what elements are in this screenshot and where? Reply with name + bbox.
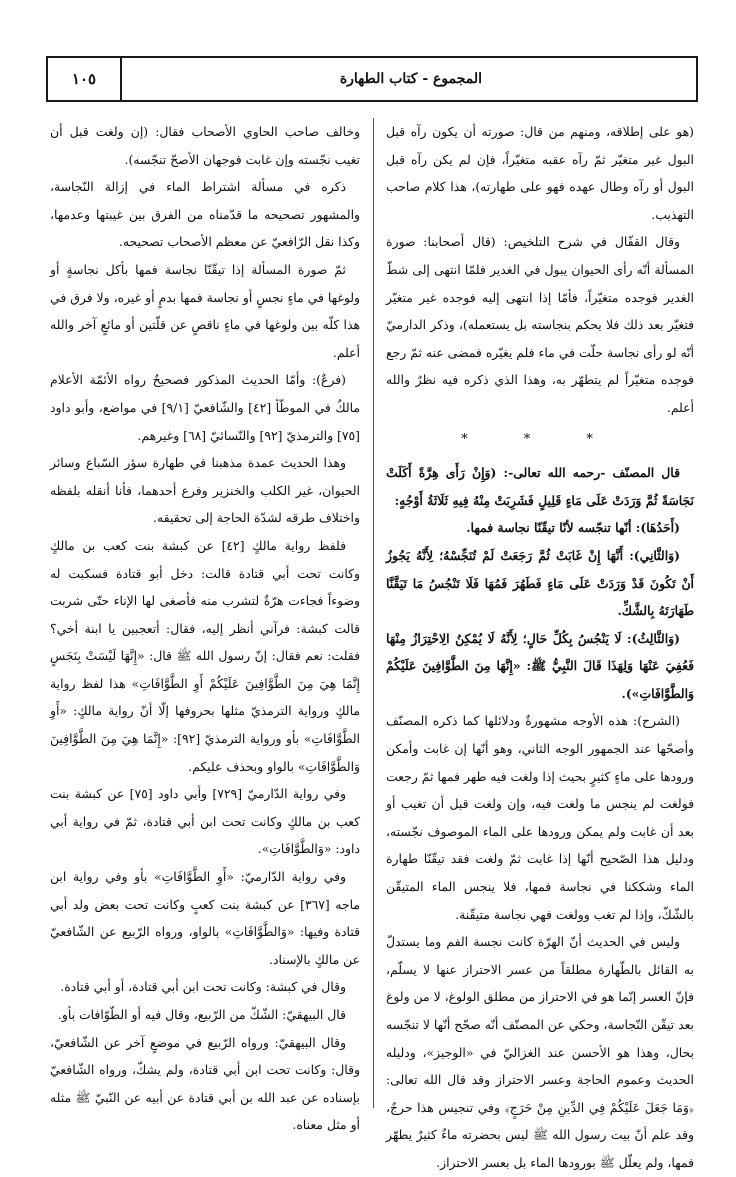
column-divider — [373, 118, 374, 1108]
paragraph: وخالف صاحب الحاوي الأصحاب فقال: (إن ولغت قبل أن تغيب نجّسته وإن غابت فوجهان الأصحّ تنجّسه). — [50, 124, 360, 167]
commentary-paragraph: وليس في الحديث أنّ الهرّة كانت نجسة الفم وما يستدلّ به القائل بالطّهارة مطلقاً من عسر الاحتراز عنها لا يسلّم، فإنّ العسر إنّما هو في الاحتراز من مطلق الولوغ، لا من ولوغ بعد تيقّن النّجاسة، وحكي عن المصنّف أنّه صحّح أنّها لا تنجّسه بحال، وهذا هو الأحسن عند الغزاليّ في «الوجيز»، ودليله الحديث وعموم الحاجة وعسر الاحتراز وقد قال الله تعالى: ﴿وَمَا جَعَلَ عَلَيْكُمْ فِي الدِّينِ مِنْ حَرَجٍ﴾ وفي تنجيس هذا حرجٌ، وقد علم أنّ بيت رسول الله ﷺ ليس بحضرته ماءٌ كثيرٌ يطهّر فمها، ولم يعلّل ﷺ بورودها الماء بل بعسر الاحتراز. — [386, 934, 694, 1170]
left-column — [50, 118, 361, 1133]
running-title: المجموع - كتاب الطهارة — [339, 71, 482, 87]
paragraph: وقال البيهقيّ: ورواه الرّبيع في موضعٍ آخر عن الشّافعيّ، وقال: وكانت تحت ابن أبي قتادة، ولم يشكّ، ورواه الشّافعيّ بإسناده عن عبد الله بن أبي قتادة عن أبيه عن النّبيّ ﷺ مثله أو مثل معناه. — [50, 1034, 360, 1133]
section-separator: * * * — [461, 431, 619, 447]
paragraph: (هو على إطلاقه، ومنهم من قال: صورته أن يكون رآه قبل البول غير متغيّر ثمّ رآه عقبه متغيّراً، فإن لم يكن رآه قبل البول أو رآه وطال عهده فهو على طهارته)، هذا كلام صاحب التهذيب. — [386, 124, 694, 222]
paragraph: وفي رواية الدّارميّ: «أَوِ الطَّوَّافَاتِ» بأو وفي رواية ابن ماجه [٣٦٧] عن كبشة بنت كعبٍ وكانت تحت بعض ولد أبي قتادة وفيها: «وَالطَّوَّافَاتِ» بالواو، ورواه الرّبيع عن الشّافعيّ عن مالكٍ بالإسناد. — [50, 869, 360, 967]
paragraph: قال البيهقيّ: الشّكّ من الرّبيع، وقال فيه أو الطّوّافات بأو. — [57, 1007, 346, 1022]
commentary-paragraph: (الشرح): هذه الأوجه مشهورةٌ ودلائلها كما ذكره المصنّف وأصحّها عند الجمهور الوجه الثاني، وهو أنّها إن غابت وأمكن ورودها على ماءٍ كثيرٍ بحيث إذا ولغت فيه طهر فمها ثمّ رجعت فولغت لم ينجس ما ولغت فيه، وإن ولغت قبل أن تغيب أو بعد أن غابت ولم يمكن ورودها على الماء الموصوف نجّسته، ودليل هذا الصّحيح أنّها إذا غابت ثمّ ولغت فقد تيقّنّا طهارة الماء وشككنا في نجاسة فمها، فلا ينجس الماء المتيقّن بالشّكّ، وإذا لم تغب وولغت فهي نجاسة متيقّنة. — [386, 713, 694, 922]
page-number: ١٠٥ — [48, 58, 122, 100]
matn-text: (وَالثَّالِثُ): لَا يَنْجُسُ بِكُلِّ حَالٍ؛ لِأَنَّهُ لَا يُمْكِنُ الِاحْتِرَازُ مِنْهَا فَعُفِيَ عَنْهَا وَلِهَذَا قَالَ النَّبِيُّ ﷺ: «إِنَّهَا مِنَ الطَّوَّافِينَ عَلَيْكُمْ وَالطَّوَّافَاتِ»). — [386, 630, 694, 701]
matn-text: (وَالثَّانِي): أَنَّهَا إِنْ غَابَتْ ثُمَّ رَجَعَتْ لَمْ تُنَجِّسْهُ؛ لِأَنَّهُ يَجُوزُ أَنْ تَكُونَ قَدْ وَرَدَتْ عَلَى مَاءٍ فَطَهُرَ فَمُهَا فَلَا تَنْجُسُ مَا تَيَقَّنَّا طَهَارَتَهُ بِالشَّكِّ. — [386, 547, 694, 619]
paragraph: وقال في كبشة: وكانت تحت ابن أبي قتادة، أو أبي قتادة. — [60, 979, 346, 995]
paragraph: وفي رواية الدّارميّ [٧٢٩] وأبي داود [٧٥] عن كبشة بنت كعب بن مالكٍ وكانت تحت ابن أبي قتادة، ثمّ في رواية أبي داود: «وَالطَّوَّافَاتِ». — [50, 786, 360, 857]
page-header — [46, 56, 698, 102]
right-column — [386, 118, 694, 1170]
paragraph: وقال القفّال في شرح التلخيص: (قال أصحابنا: صورة المسألة أنّه رأى الحيوان يبول في الغدير فلمّا انتهى إلى شطّ الغدير فوجده متغيّراً، فأمّا إذا انتهى إليه فوجده غير متغيّر فتغيّر بعد ذلك فلا يحكم بنجاسته بل يستعمله)، وذكر الدارميّ أنّه لو رأى نجاسة حلّت في ماء فلم يغيّره فمضى عنه ثمّ رجع فوجده متغيّراً لم يتطهّر به، وهذا الذي ذكره فيه نظرٌ والله أعلم. — [386, 234, 694, 415]
matn-text: (أَحَدُهَا): أنّها تنجّسه لأنّا تيقّنّا نجاسة فمها. — [466, 520, 680, 536]
paragraph: فلفظ رواية مالكٍ [٤٢] عن كبشة بنت كعب بن مالكٍ وكانت تحت أبي قتادة قالت: دخل أبو قتادة فسكبت له وضوءاً فجاءت هرّةٌ لتشرب منه فأصغى لها الإناء حتّى شربت قالت كبشة: فرآني أنظر إليه، فقال: أتعجبين يا ابنة أخي؟ فقلت: نعم فقال: إنّ رسول الله ﷺ قال: «إِنَّهَا لَيْسَتْ بِنَجَسٍ إِنَّمَا هِيَ مِنَ الطَّوَّافِينَ عَلَيْكُمْ أَوِ الطَّوَّافَاتِ» هذا لفظ رواية مالكٍ ورواية الترمذيّ مثلها بحروفها إلّا أنّ رواية مالكٍ: «أَوِ الطَّوَّافَاتِ» بأو ورواية الترمذيّ [٩٢]: «إِنَّمَا هِيَ مِنَ الطَّوَّافِينَ وَالطَّوَّافَاتِ» بالواو وبحذف عليكم. — [50, 537, 360, 774]
paragraph: ذكره في مسألة اشتراط الماء في إزالة النّجاسة، والمشهور تصحيحه ما قدّمناه من الفرق بين غيبتها وعدمها، وكذا نقل الرّافعيّ عن معظم الأصحاب تصحيحه. — [50, 179, 360, 250]
paragraph: وهذا الحديث عمدة مذهبنا في طهارة سؤر السّباع وسائر الحيوان، غير الكلب والخنزير وفرع أحدهما، فأنا أنقله بلفظه واختلاف طرقه لشدّة الحاجة إلى تحقيقه. — [50, 455, 360, 526]
paragraph: ثمّ صورة المسألة إذا تيقّنّا نجاسة فمها بأكل نجاسةٍ أو ولوغها في ماءٍ نجسٍ أو نجاسة فمها بدمٍ أو غيره، ولا فرق في هذا كلّه بين ولوغها في ماءٍ ناقصٍ عن قلّتين أو مائعٍ آخر والله أعلم. — [50, 261, 360, 360]
paragraph: (فرعٌ): وأمّا الحديث المذكور فصحيحٌ رواه الأئمّة الأعلام مالكٌ في الموطّأ [٤٢] والشّافعيّ [٩/١] في مواضع، وأبو داود [٧٥] والترمذيّ [٩٢] والنّسائيّ [٦٨] وغيرهم. — [50, 372, 361, 443]
matn-text: قال المصنّف -رحمه الله تعالى-: (وَإِنْ رَأَى هِرَّةً أَكَلَتْ نَجَاسَةً ثُمَّ وَرَدَتْ عَلَى مَاءٍ قَلِيلٍ فَشَرِبَتْ مِنْهُ فِيهِ ثَلَاثَةُ أَوْجُهٍ: — [386, 465, 694, 508]
